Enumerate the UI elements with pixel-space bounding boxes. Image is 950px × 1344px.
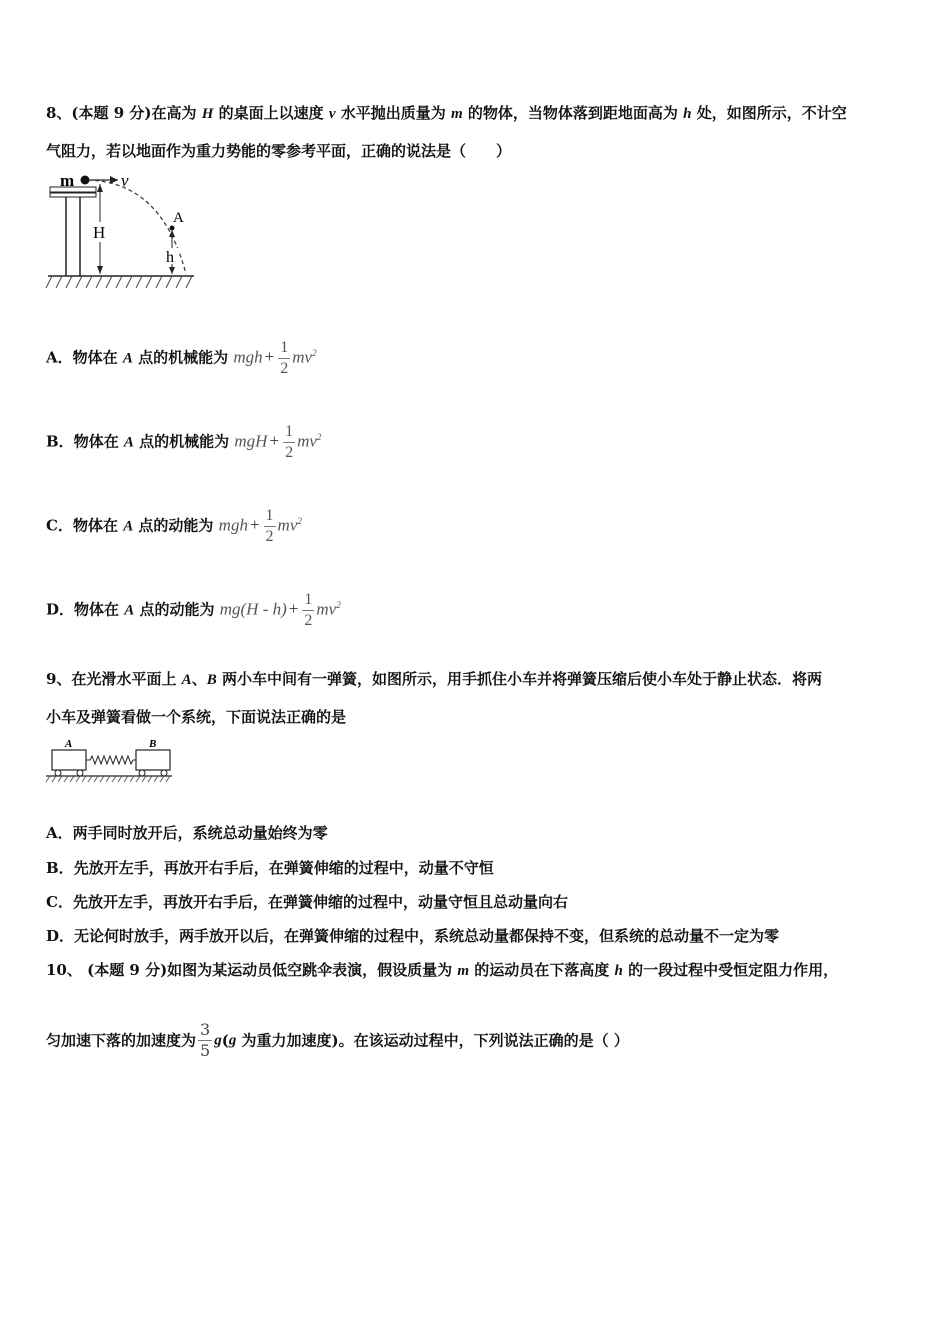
var-H: H [201, 106, 214, 122]
q8-option-a[interactable]: A．物体在 A 点的机械能为 mgh + $\frac{1}{2}$ $mv^2$ [46, 339, 317, 377]
q9-carts-spring-figure [44, 736, 176, 784]
q9-line-1: 9、在光滑水平面上 A、B 两小车中间有一弹簧，如图所示，用手抓住小车并将弹簧压缩后使小车处于静止状态．将两 [46, 670, 822, 688]
q8-option-d[interactable]: D．物体在 A 点的动能为 mg(H - h) + $\frac{1}{2}$ $mv^2$ [46, 591, 341, 629]
var-v: v [328, 106, 336, 122]
q9-option-a[interactable]: A．两手同时放开后，系统总动量始终为零 [46, 824, 328, 842]
fig-label-A: A [173, 210, 184, 226]
q8-line-2: 气阻力，若以地面作为重力势能的零参考平面，正确的说法是（ ） [46, 142, 512, 160]
q9-option-b[interactable]: B．先放开左手，再放开右手后，在弹簧伸缩的过程中，动量不守恒 [46, 859, 494, 877]
formula-c: mgh + $\frac{1}{2}$ $mv^2$ [218, 507, 302, 545]
fig-label-m: m [60, 171, 75, 190]
q8-option-c[interactable]: C．物体在 A 点的动能为 mgh + $\frac{1}{2}$ $mv^2$ [46, 507, 302, 545]
q9-line-2: 小车及弹簧看做一个系统，下面说法正确的是 [46, 708, 347, 726]
q8-projectile-figure [44, 170, 200, 292]
fig-label-h: h [166, 249, 174, 266]
q8-option-b[interactable]: B．物体在 A 点的机械能为 mgH + $\frac{1}{2}$ $mv^2$ [46, 423, 322, 461]
formula-b: mgH + $\frac{1}{2}$ $mv^2$ [234, 423, 322, 461]
fig-label-cart-a: A [65, 738, 73, 750]
fig-label-cart-b: B [149, 738, 157, 750]
q9-option-d[interactable]: D．无论何时放手，两手放开以后，在弹簧伸缩的过程中，系统总动量都保持不变，但系统的总动量不一定为零 [46, 927, 780, 945]
q9-option-c[interactable]: C．先放开左手，再放开右手后，在弹簧伸缩的过程中，动量守恒且总动量向右 [46, 893, 568, 911]
var-h: h [683, 106, 692, 122]
fraction-3-5: $\frac{3}{5}$ [200, 1020, 211, 1060]
var-m: m [451, 106, 463, 122]
formula-d: mg(H - h) + $\frac{1}{2}$ $mv^2$ [219, 591, 341, 629]
fig-label-H: H [93, 223, 106, 242]
fig-label-v: v [121, 171, 129, 190]
q10-line-1: 10、 (本题 9 分)如图为某运动员低空跳伞表演，假设质量为 m 的运动员在下落高度 h 的一段过程中受恒定阻力作用， [46, 961, 839, 979]
q8-line-1: 8、(本题 9 分)在高为 H 的桌面上以速度 v 水平抛出质量为 m 的物体，当物体落到距地面高为 h 处，如图所示，不计空 [46, 104, 847, 122]
q10-line-2: 匀加速下落的加速度为 $\frac{3}{5}$ g(g 为重力加速度)。在该运动过程中，下列说法正确的是（ ） [46, 1020, 629, 1060]
formula-a: mgh + $\frac{1}{2}$ $mv^2$ [233, 339, 317, 377]
